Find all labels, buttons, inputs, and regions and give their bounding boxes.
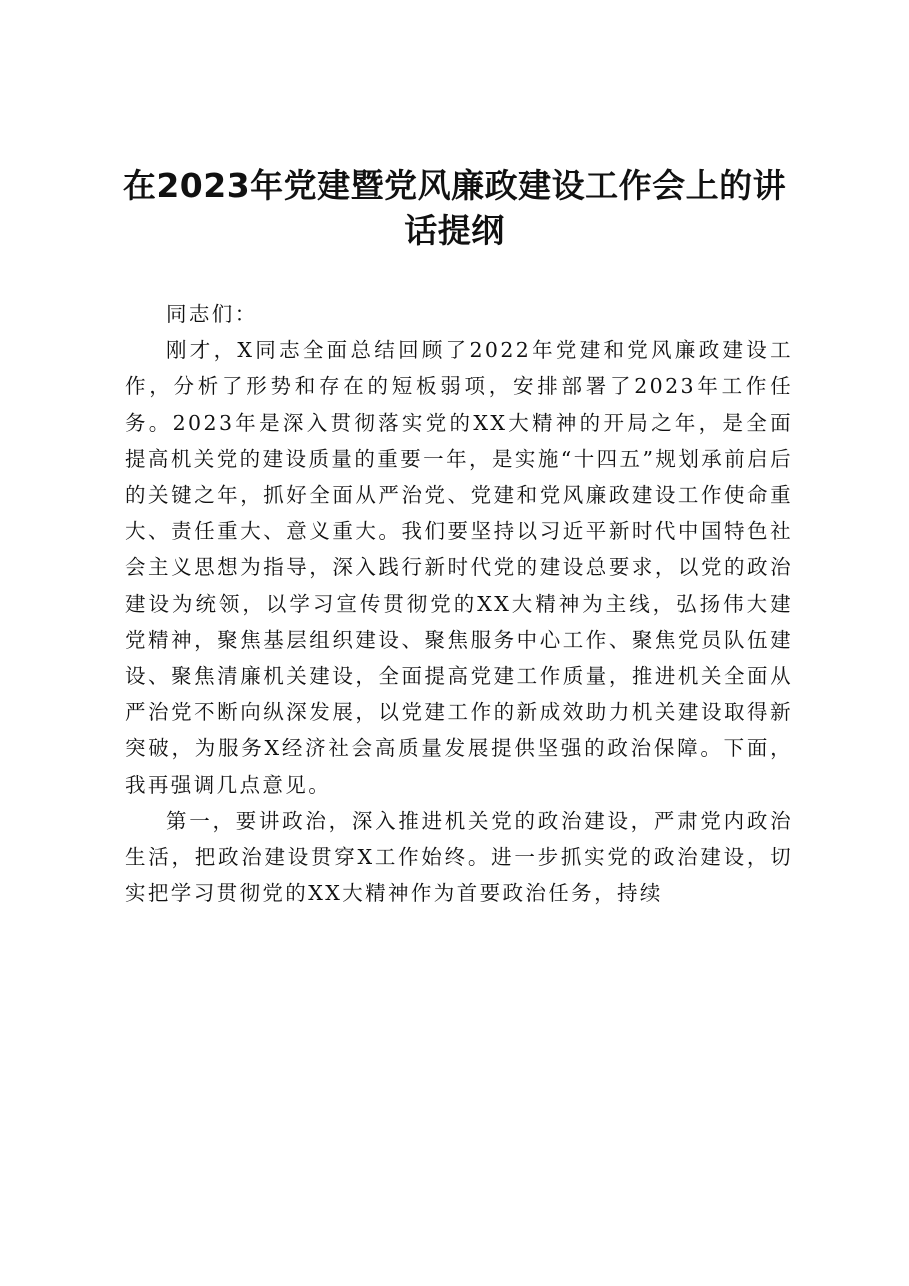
document-title: 在2023年党建暨党风廉政建设工作会上的讲话提纲 (122, 166, 787, 250)
intro-paragraph: 刚才，X同志全面总结回顾了2022年党建和党风廉政建设工作，分析了形势和存在的短板弱项，安排部署了2023年工作任务。2023年是深入贯彻落实党的XX大精神的开局之年，是全面提高机关党的建设质量的重要一年，是实施“十四五”规划承前启后的关键之年，抓好全面从严治党、党建和党风廉政建设工作使命重大、责任重大、意义重大。我们要坚持以习近平新时代中国特色社会主义思想为指导，深入践行新时代党的建设总要求，以党的政治建设为统领，以学习宣传贯彻党的XX大精神为主线，弘扬伟大建党精神，聚焦基层组织建设、聚焦服务中心工作、聚焦党员队伍建设、聚焦清廉机关建设，全面提高党建工作质量，推进机关全面从严治党不断向纵深发展，以党建工作的新成效助力机关建设取得新突破，为服务X经济社会高质量发展提供坚强的政治保障。下面，我再强调几点意见。 (125, 338, 793, 797)
salutation-paragraph: 同志们： (166, 302, 258, 326)
document-body (125, 296, 793, 911)
point-one-paragraph: 第一，要讲政治，深入推进机关党的政治建设，严肃党内政治生活，把政治建设贯穿X工作始终。进一步抓实党的政治建设，切实把学习贯彻党的XX大精神作为首要政治任务，持续 (125, 808, 793, 906)
